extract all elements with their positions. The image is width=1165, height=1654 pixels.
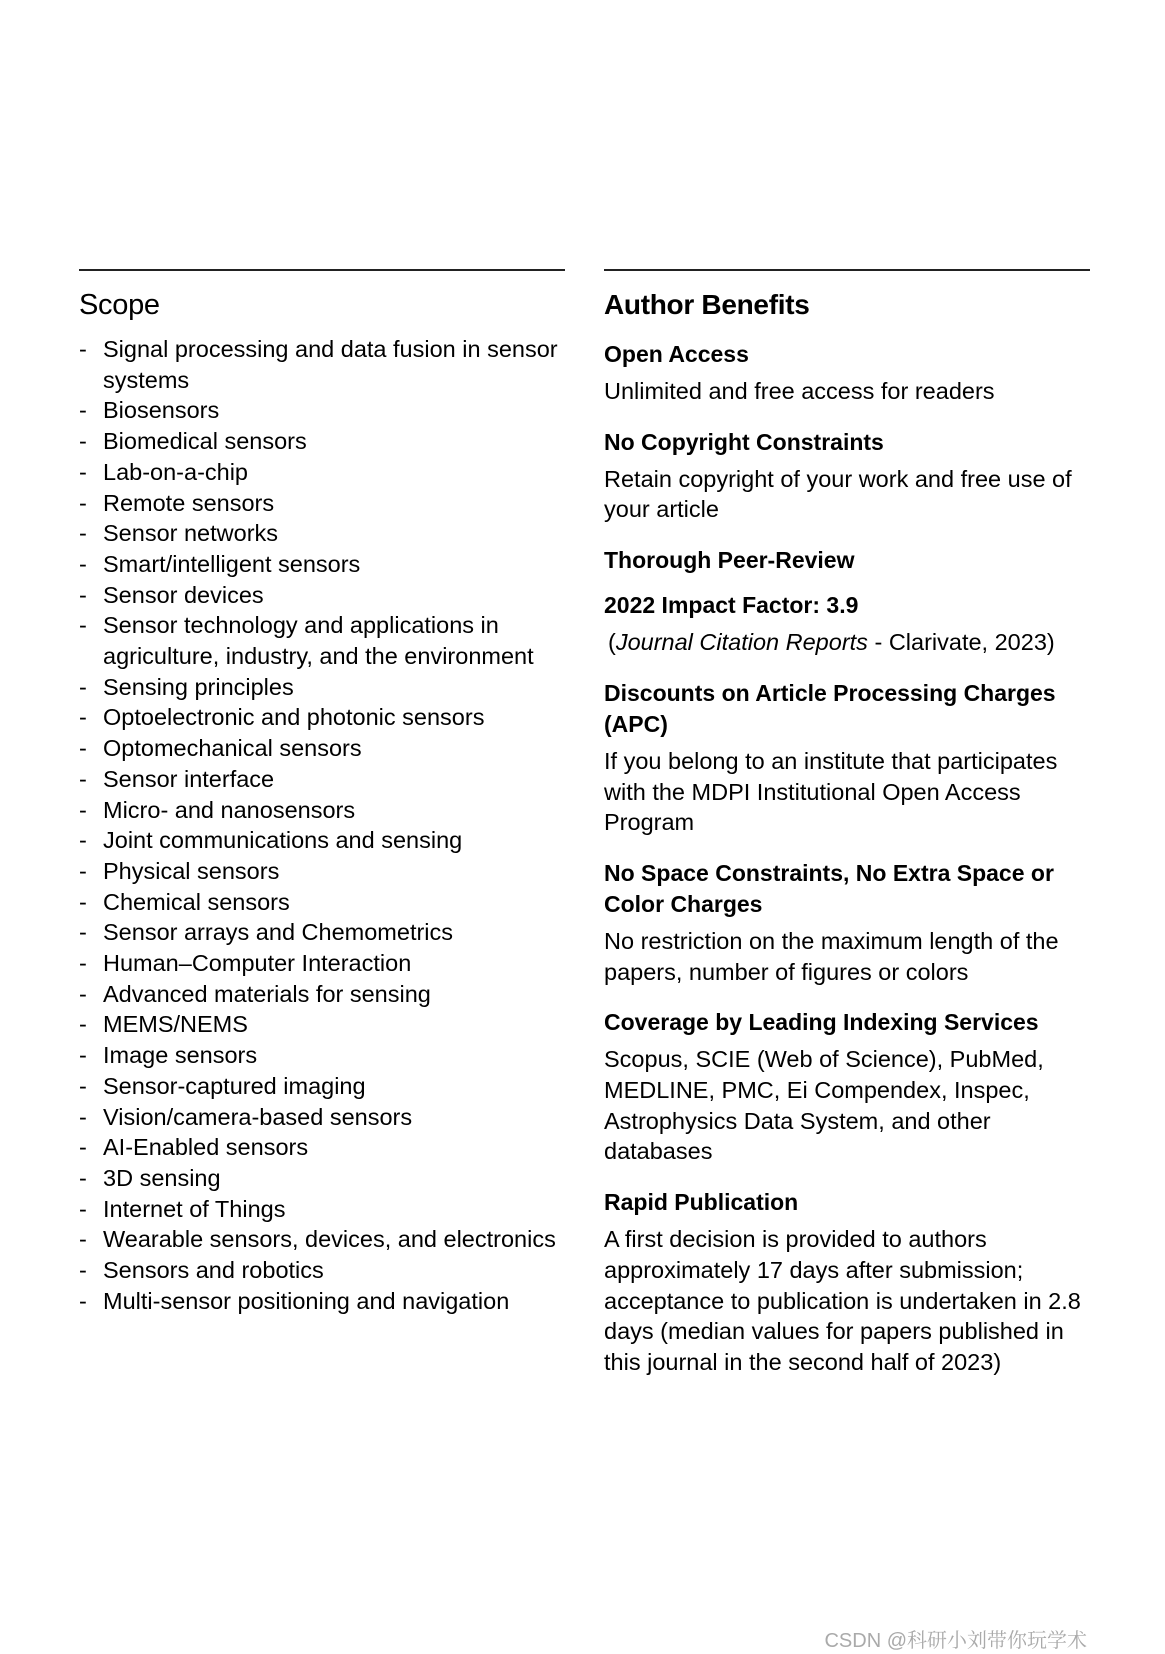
bullet-dash: - <box>79 857 87 884</box>
scope-item-label: Vision/camera-based sensors <box>103 1103 413 1130</box>
scope-item <box>79 610 565 671</box>
scope-item <box>79 979 565 1010</box>
bullet-dash: - <box>79 1103 87 1130</box>
bullet-dash: - <box>79 550 87 577</box>
impact-open-paren: ( <box>608 629 616 656</box>
impact-factor-source <box>604 627 1090 658</box>
bullet-dash: - <box>79 458 87 485</box>
bullet-dash: - <box>79 1042 87 1069</box>
scope-item-label: Sensor interface <box>103 765 275 792</box>
bullet-dash: - <box>79 950 87 977</box>
bullet-dash: - <box>79 673 87 700</box>
scope-list <box>79 334 565 1317</box>
impact-source-rest: - Clarivate, 2023) <box>867 629 1055 656</box>
bullet-dash: - <box>79 397 87 424</box>
scope-item-label: AI-Enabled sensors <box>103 1134 309 1161</box>
scope-column <box>79 269 565 1317</box>
copyright-body: Retain copyright of your work and free use of your article <box>604 465 1072 523</box>
scope-item <box>79 426 565 457</box>
apc-title: Discounts on Article Processing Charges (APC) <box>604 679 1056 737</box>
benefits-heading: Author Benefits <box>604 289 810 320</box>
scope-item-label: Micro- and nanosensors <box>103 796 356 823</box>
scope-item-label: Remote sensors <box>103 489 275 516</box>
bullet-dash: - <box>79 1011 87 1038</box>
bullet-dash: - <box>79 612 87 639</box>
scope-heading: Scope <box>79 289 160 321</box>
scope-item <box>79 702 565 733</box>
scope-item-label: Advanced materials for sensing <box>103 980 431 1007</box>
scope-item <box>79 795 565 826</box>
scope-item <box>79 1224 565 1255</box>
scope-item <box>79 518 565 549</box>
scope-item-label: Joint communications and sensing <box>103 827 463 854</box>
scope-item-label: 3D sensing <box>103 1164 221 1191</box>
bullet-dash: - <box>79 1072 87 1099</box>
bullet-dash: - <box>79 1226 87 1253</box>
bullet-dash: - <box>79 428 87 455</box>
peer-review-title: Thorough Peer-Review <box>604 547 855 574</box>
author-benefits-column <box>604 269 1090 1398</box>
bullet-dash: - <box>79 1134 87 1161</box>
indexing-title: Coverage by Leading Indexing Services <box>604 1009 1039 1036</box>
bullet-dash: - <box>79 489 87 516</box>
scope-item-label: Physical sensors <box>103 857 280 884</box>
scope-item-label: Wearable sensors, devices, and electronics <box>103 1226 556 1253</box>
scope-item-label: Biomedical sensors <box>103 428 307 455</box>
watermark: CSDN @科研小刘带你玩学术 <box>824 1630 1087 1652</box>
scope-item-label: Sensors and robotics <box>103 1257 324 1284</box>
scope-item <box>79 856 565 887</box>
space-title: No Space Constraints, No Extra Space or Color Charges <box>604 859 1054 917</box>
scope-item <box>79 549 565 580</box>
scope-item <box>79 334 565 395</box>
bullet-dash: - <box>79 520 87 547</box>
rapid-publication-body: A first decision is provided to authors approximately 17 days after submission; acceptance to publication is undertaken in 2.8 days (median values for papers published in this journal in the second half of 2023) <box>604 1226 1081 1375</box>
scope-item-label: Sensing principles <box>103 673 294 700</box>
scope-item-label: Sensor devices <box>103 581 264 608</box>
scope-item-label: Sensor-captured imaging <box>103 1072 366 1099</box>
scope-item-label: Optomechanical sensors <box>103 735 362 762</box>
scope-item-label: Multi-sensor positioning and navigation <box>103 1287 510 1314</box>
scope-item <box>79 733 565 764</box>
bullet-dash: - <box>79 765 87 792</box>
space-body: No restriction on the maximum length of the papers, number of figures or colors <box>604 927 1059 985</box>
bullet-dash: - <box>79 1164 87 1191</box>
scope-item <box>79 1286 565 1317</box>
bullet-dash: - <box>79 796 87 823</box>
scope-item <box>79 764 565 795</box>
open-access-title: Open Access <box>604 341 749 367</box>
scope-item <box>79 1009 565 1040</box>
scope-item <box>79 457 565 488</box>
scope-item-label: Optoelectronic and photonic sensors <box>103 704 485 731</box>
scope-item-label: Sensor technology and applications in agriculture, industry, and the environment <box>103 612 534 670</box>
bullet-dash: - <box>79 735 87 762</box>
divider <box>79 269 565 271</box>
scope-item-label: Signal processing and data fusion in sensor systems <box>103 336 558 393</box>
scope-item-label: Human–Computer Interaction <box>103 950 412 977</box>
impact-factor-title: 2022 Impact Factor: 3.9 <box>604 592 859 619</box>
scope-item <box>79 672 565 703</box>
bullet-dash: - <box>79 704 87 731</box>
scope-item <box>79 948 565 979</box>
scope-item-label: Biosensors <box>103 397 220 424</box>
scope-item <box>79 825 565 856</box>
scope-item <box>79 1163 565 1194</box>
bullet-dash: - <box>79 919 87 946</box>
scope-item-label: MEMS/NEMS <box>103 1011 248 1038</box>
scope-item-label: Sensor arrays and Chemometrics <box>103 919 454 946</box>
bullet-dash: - <box>79 980 87 1007</box>
scope-item <box>79 1040 565 1071</box>
scope-item <box>79 395 565 426</box>
scope-item <box>79 1132 565 1163</box>
scope-item <box>79 1255 565 1286</box>
bullet-dash: - <box>79 1287 87 1314</box>
scope-item <box>79 887 565 918</box>
scope-item-label: Sensor networks <box>103 520 279 547</box>
scope-item-label: Internet of Things <box>103 1195 286 1222</box>
scope-item <box>79 488 565 519</box>
scope-item <box>79 580 565 611</box>
scope-item <box>79 1102 565 1133</box>
indexing-body: Scopus, SCIE (Web of Science), PubMed, MEDLINE, PMC, Ei Compendex, Inspec, Astrophysics Data System, and other databases <box>604 1046 1044 1165</box>
scope-item-label: Image sensors <box>103 1042 258 1069</box>
bullet-dash: - <box>79 336 87 362</box>
divider <box>604 269 1090 271</box>
bullet-dash: - <box>79 1195 87 1222</box>
bullet-dash: - <box>79 827 87 854</box>
apc-body: If you belong to an institute that participates with the MDPI Institutional Open Access Program <box>604 747 1058 836</box>
rapid-publication-title: Rapid Publication <box>604 1189 799 1216</box>
scope-item <box>79 917 565 948</box>
scope-item <box>79 1071 565 1102</box>
impact-source-italic: Journal Citation Reports <box>615 629 868 656</box>
bullet-dash: - <box>79 888 87 915</box>
copyright-title: No Copyright Constraints <box>604 428 884 455</box>
scope-item-label: Chemical sensors <box>103 888 290 915</box>
scope-item-label: Lab-on-a-chip <box>103 458 249 485</box>
bullet-dash: - <box>79 581 87 608</box>
open-access-body: Unlimited and free access for readers <box>604 378 995 404</box>
scope-item <box>79 1194 565 1225</box>
scope-item-label: Smart/intelligent sensors <box>103 550 361 577</box>
bullet-dash: - <box>79 1257 87 1284</box>
